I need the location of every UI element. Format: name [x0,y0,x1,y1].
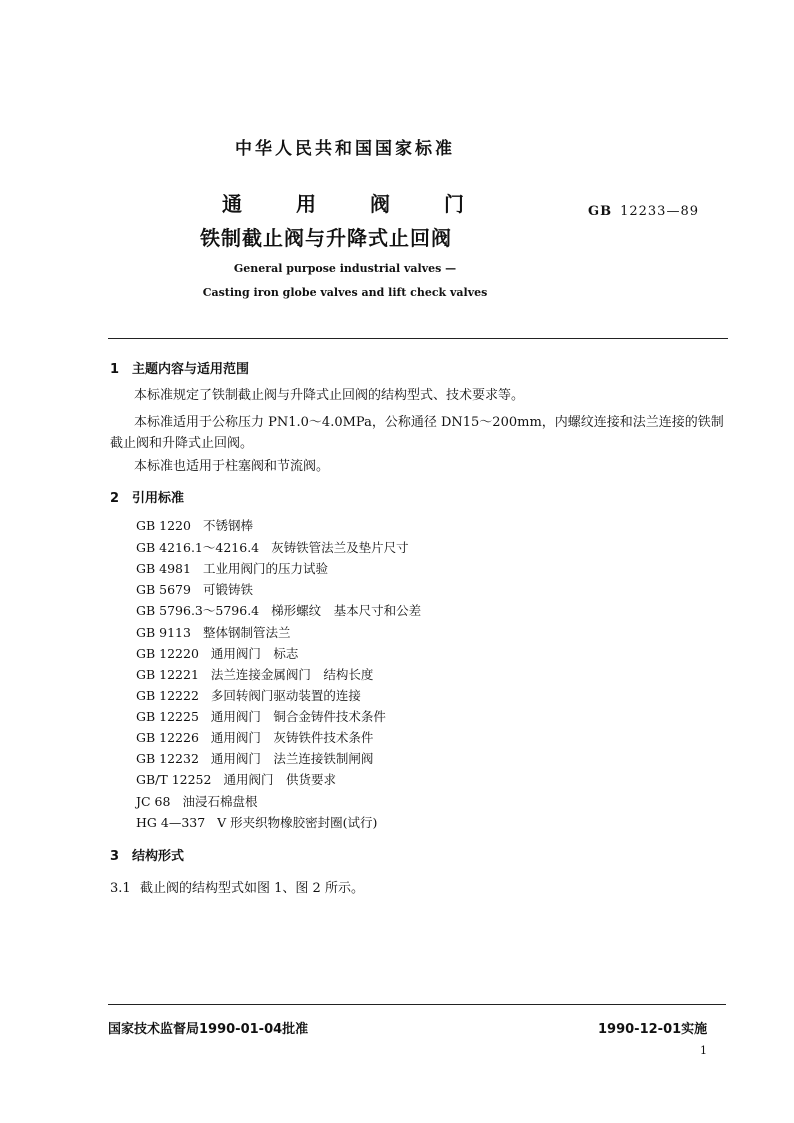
reference-code: GB 5796.3～5796.4 [136,603,260,618]
page-number: 1 [700,1044,707,1057]
reference-code: GB 9113 [136,625,191,640]
reference-code: JC 68 [136,794,171,809]
reference-item [136,749,373,767]
reference-code: GB/T 12252 [136,772,212,787]
reference-title: 通用阀门 法兰连接铁制闸阀 [210,751,374,766]
reference-item [136,686,361,704]
paragraph: 本标准也适用于柱塞阀和节流阀。 [134,459,330,474]
reference-code: GB 1220 [136,518,191,533]
approval-note: 国家技术监督局1990-01-04批准 [108,1022,309,1037]
reference-title: V 形夹织物橡胶密封圈(试行) [217,815,378,830]
paragraph-continuation: 截止阀和升降式止回阀。 [110,436,254,451]
title-en-line1: General purpose industrial valves — [233,262,457,275]
gb-prefix: GB [588,204,613,219]
reference-item [136,707,386,725]
section-title: 主题内容与适用范围 [132,362,250,377]
paragraph: 本标准适用于公称压力 PN1.0～4.0MPa，公称通径 DN15～200mm，内螺纹连接和法兰连接的铁制 [134,415,724,430]
reference-title: 通用阀门 标志 [210,646,299,661]
section-number: 1 [110,362,120,377]
reference-item [136,665,373,683]
reference-item [136,644,298,662]
reference-item [136,601,421,619]
reference-title: 灰铸铁管法兰及垫片尺寸 [271,540,409,555]
reference-title: 可锻铸铁 [202,582,253,597]
subsection-number: 3.1 [110,881,131,896]
section-heading [110,845,184,864]
title-char: 阀 [370,192,390,216]
paragraph: 本标准规定了铁制截止阀与升降式止回阀的结构型式、技术要求等。 [134,388,525,403]
title-en-line2: Casting iron globe valves and lift check valves [202,286,488,299]
reference-item [136,559,328,577]
reference-title: 整体钢制管法兰 [202,625,291,640]
title-cn-line2: 铁制截止阀与升降式止回阀 [200,226,452,250]
subsection-text: 截止阀的结构型式如图 1、图 2 所示。 [140,881,364,896]
subsection [110,877,364,896]
reference-title: 梯形螺纹 基本尺寸和公差 [271,603,422,618]
reference-item [136,792,257,810]
reference-item [136,516,253,534]
reference-item [136,813,377,831]
section-heading [110,358,249,377]
section-number: 3 [110,849,120,864]
reference-code: GB 12226 [136,730,199,745]
reference-item [136,538,409,556]
reference-title: 法兰连接金属阀门 结构长度 [210,667,374,682]
title-char: 用 [296,192,316,216]
reference-item [136,623,290,641]
title-char: 通 [222,192,242,216]
reference-code: GB 5679 [136,582,191,597]
reference-code: GB 12221 [136,667,199,682]
reference-item [136,728,373,746]
section-title: 引用标准 [132,491,185,506]
gb-number: 12233—89 [620,204,699,219]
section-number: 2 [110,491,120,506]
reference-code: GB 12225 [136,709,199,724]
implementation-date: 1990-12-01实施 [598,1022,708,1037]
title-char: 门 [444,192,464,216]
reference-code: GB 4216.1～4216.4 [136,540,260,555]
reference-title: 通用阀门 铜合金铸件技术条件 [210,709,386,724]
reference-title: 工业用阀门的压力试验 [202,561,328,576]
national-standard-heading: 中华人民共和国国家标准 [235,139,455,159]
reference-code: GB 12232 [136,751,199,766]
footer-divider [108,1004,726,1005]
title-cn-line1 [222,188,464,217]
reference-title: 通用阀门 供货要求 [223,772,336,787]
reference-title: 油浸石棉盘根 [182,794,258,809]
reference-code: GB 4981 [136,561,191,576]
reference-item [136,770,336,788]
section-heading [110,487,184,506]
reference-code: GB 12222 [136,688,199,703]
section-title: 结构形式 [132,849,185,864]
reference-title: 不锈钢棒 [202,518,253,533]
reference-title: 多回转阀门驱动装置的连接 [210,688,361,703]
standard-number [588,204,699,219]
reference-title: 通用阀门 灰铸铁件技术条件 [210,730,374,745]
header-divider [108,338,728,339]
reference-code: GB 12220 [136,646,199,661]
reference-code: HG 4—337 [136,815,206,830]
reference-item [136,580,253,598]
